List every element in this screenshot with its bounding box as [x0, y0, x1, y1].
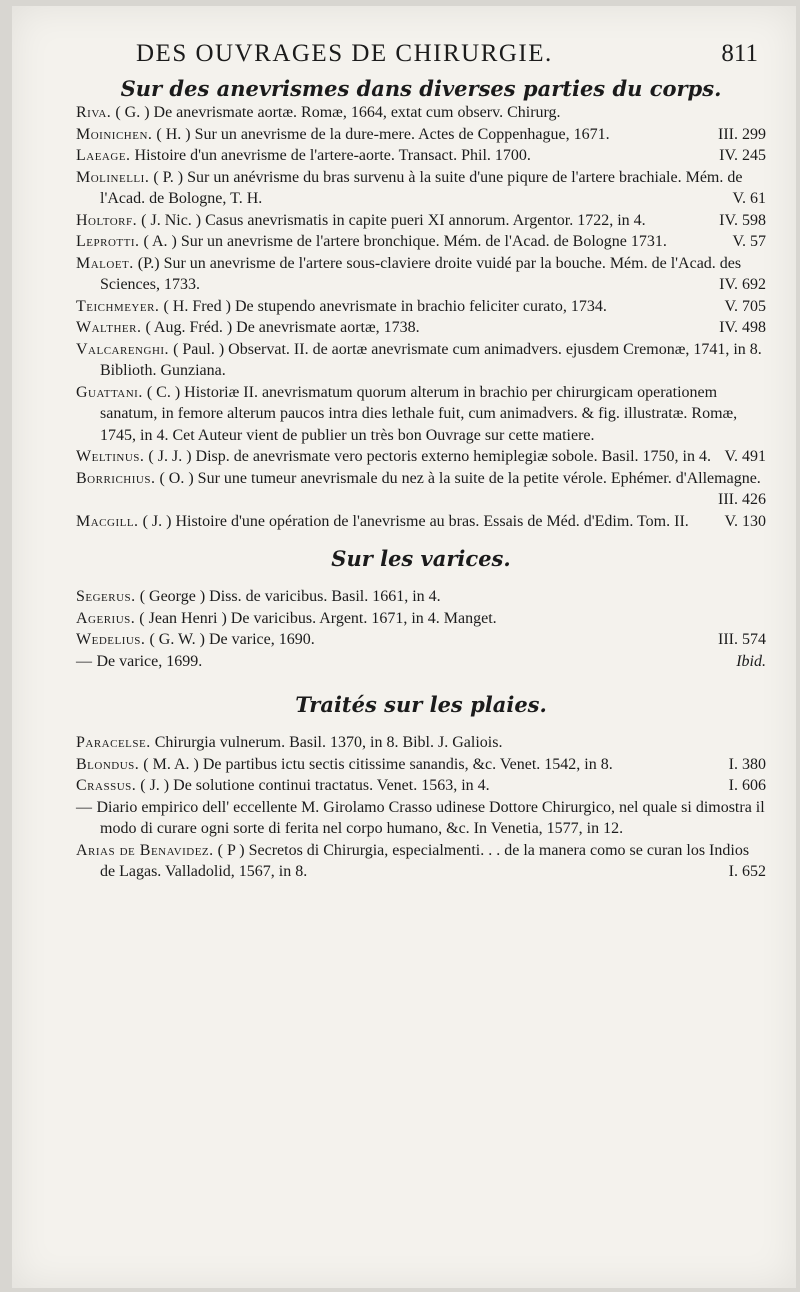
entry-author: Crassus.	[76, 777, 137, 794]
entry-reference: V. 130	[724, 512, 766, 530]
page-number: 811	[721, 40, 758, 67]
entry-reference: V. 57	[732, 233, 766, 250]
entry-author: Borrichius.	[76, 469, 156, 487]
bibliography-entry	[76, 231, 766, 253]
entry-text: ( M. A. ) De partibus ictu sectis citissime sanandis, &c. Venet. 1542, in 8.	[143, 755, 613, 773]
entry-text: ( Paul. ) Observat. II. de aortæ anevrismate cum animadvers. ejusdem Cremonæ, 1741, in 8. Biblioth. Gunziana.	[100, 340, 762, 379]
entry-author: Leprotti.	[76, 233, 140, 250]
book-page	[12, 6, 796, 1288]
bibliography-entry	[76, 382, 766, 447]
bibliography-entry	[76, 145, 766, 167]
entry-author: Moinichen.	[76, 125, 153, 143]
entry-reference: IV. 598	[719, 211, 766, 229]
entry-text: ( C. ) Historiæ II. anevrismatum quorum alterum in brachio per chirurgicam operationem sanatum, in femore alterum paucos intra dies lethale fuit, cum animadvers. & fig. illustratæ. Romæ, 1745, in 4. Cet Auteur vient de publier un très bon Ouvrage sur cette matiere.	[100, 383, 738, 444]
bibliography-entry	[76, 608, 766, 630]
entry-author: Teichmeyer.	[76, 297, 160, 315]
entry-author: Holtorf.	[76, 211, 138, 229]
entry-text: ( J. Nic. ) Casus anevrismatis in capite pueri XI annorum. Argentor. 1722, in 4.	[141, 211, 646, 229]
section-entries-plaies	[76, 732, 766, 883]
entry-author: —	[76, 798, 93, 816]
entry-text: ( J. ) Histoire d'une opération de l'anevrisme au bras. Essais de Méd. d'Edim. Tom. II.	[142, 512, 689, 530]
entry-author: —	[76, 652, 93, 670]
bibliography-entry	[76, 124, 766, 146]
entry-author: Molinelli.	[76, 168, 150, 186]
page-content	[76, 40, 766, 883]
bibliography-entry	[76, 253, 766, 296]
entry-text: ( G. ) De anevrismate aortæ. Romæ, 1664, extat cum observ. Chirurg.	[115, 104, 561, 121]
entry-text: ( George ) Diss. de varicibus. Basil. 1661, in 4.	[139, 588, 441, 605]
entry-author: Arias de Benavidez.	[76, 841, 214, 859]
entry-text: ( A. ) Sur un anevrisme de l'artere bronchique. Mém. de l'Acad. de Bologne 1731.	[143, 233, 667, 250]
bibliography-entry	[76, 840, 766, 883]
entry-author: Blondus.	[76, 755, 140, 773]
bibliography-entry	[76, 210, 766, 232]
entry-text: (P.) Sur un anevrisme de l'artere sous-claviere droite vuidé par la bouche. Mém. de l'Acad. des Sciences, 1733.	[100, 254, 742, 293]
entry-reference: IV. 692	[719, 276, 766, 293]
entry-author: Valcarenghi.	[76, 340, 170, 358]
entry-text: ( P. ) Sur un anévrisme du bras survenu à la suite d'une piqure de l'artere brachiale. Mém. de l'Acad. de Bologne, T. H.	[100, 168, 743, 207]
section-title-plaies: Traités sur les plaies.	[295, 692, 547, 717]
page-header	[76, 40, 766, 76]
bibliography-entry	[76, 468, 766, 508]
entry-text: ( Aug. Fréd. ) De anevrismate aortæ, 1738.	[145, 319, 420, 336]
entry-author: Laeage.	[76, 147, 131, 164]
entry-text: ( H. Fred ) De stupendo anevrismate in brachio feliciter curato, 1734.	[163, 297, 607, 315]
entry-author: Wedelius.	[76, 631, 146, 648]
entry-reference: Ibid.	[736, 652, 766, 670]
bibliography-entry	[76, 102, 766, 124]
entry-reference: III. 574	[718, 631, 766, 648]
entry-text: ( Jean Henri ) De varicibus. Argent. 1671, in 4. Manget.	[139, 609, 497, 627]
bibliography-entry	[76, 651, 766, 673]
entry-author: Walther.	[76, 319, 142, 336]
entry-reference: V. 705	[724, 297, 766, 315]
entry-reference: V. 491	[724, 448, 766, 465]
bibliography-entry	[76, 296, 766, 318]
entry-author: Guattani.	[76, 383, 143, 401]
entry-reference: III. 426	[718, 491, 766, 508]
entry-text: ( H. ) Sur un anevrisme de la dure-mere. Actes de Coppenhague, 1671.	[156, 125, 610, 143]
bibliography-entry	[76, 629, 766, 651]
section-entries-anevrismes	[76, 102, 766, 532]
entry-text: Chirurgia vulnerum. Basil. 1370, in 8. Bibl. J. Galiois.	[154, 734, 503, 751]
entry-reference: IV. 245	[719, 147, 766, 164]
entry-text: Diario empirico dell' eccellente M. Girolamo Crasso udinese Dottore Chirurgico, nel quale si dimostra il modo di curare ogni sorte di ferita nel corpo humano, &c. In Venetia, 1577, in 12.	[96, 798, 765, 837]
section-title-varices: Sur les varices.	[331, 546, 511, 571]
entry-author: Maloet.	[76, 254, 134, 272]
entry-reference: V. 61	[732, 190, 766, 207]
entry-reference: I. 652	[728, 863, 766, 880]
entry-author: Paracelse.	[76, 734, 151, 751]
entry-text: ( P ) Secretos di Chirurgia, especialmenti. . . de la manera como se curan los Indios de Lagas. Valladolid, 1567, in 8.	[100, 841, 750, 880]
entry-reference: I. 380	[728, 755, 766, 773]
bibliography-entry	[76, 732, 766, 754]
entry-text: ( J. J. ) Disp. de anevrismate vero pectoris externo hemiplegiæ sobole. Basil. 1750, in 4.	[148, 448, 711, 465]
bibliography-entry	[76, 317, 766, 339]
entry-author: Macgill.	[76, 512, 139, 530]
section-title-anevrismes: Sur des anevrismes dans diverses parties du corps.	[120, 76, 722, 101]
entry-text: ( J. ) De solutione continui tractatus. Venet. 1563, in 4.	[140, 777, 490, 794]
running-title: DES OUVRAGES DE CHIRURGIE.	[136, 40, 553, 67]
section-entries-varices	[76, 586, 766, 672]
entry-author: Weltinus.	[76, 448, 145, 465]
entry-text: ( G. W. ) De varice, 1690.	[149, 631, 315, 648]
entry-author: Riva.	[76, 104, 112, 121]
bibliography-entry	[76, 797, 766, 840]
entry-text: Histoire d'un anevrisme de l'artere-aorte. Transact. Phil. 1700.	[134, 147, 531, 164]
bibliography-entry	[76, 586, 766, 608]
entry-reference: I. 606	[728, 777, 766, 794]
bibliography-entry	[76, 339, 766, 382]
bibliography-entry	[76, 446, 766, 468]
bibliography-entry	[76, 167, 766, 210]
entry-reference: III. 299	[718, 125, 766, 143]
entry-reference: IV. 498	[719, 319, 766, 336]
bibliography-entry	[76, 754, 766, 776]
bibliography-entry	[76, 511, 766, 533]
entry-author: Segerus.	[76, 588, 136, 605]
entry-text: ( O. ) Sur une tumeur anevrismale du nez à la suite de la petite vérole. Ephémer. d'Allemagne.	[159, 469, 761, 487]
entry-text: De varice, 1699.	[96, 652, 203, 670]
entry-author: Agerius.	[76, 609, 136, 627]
bibliography-entry	[76, 775, 766, 797]
